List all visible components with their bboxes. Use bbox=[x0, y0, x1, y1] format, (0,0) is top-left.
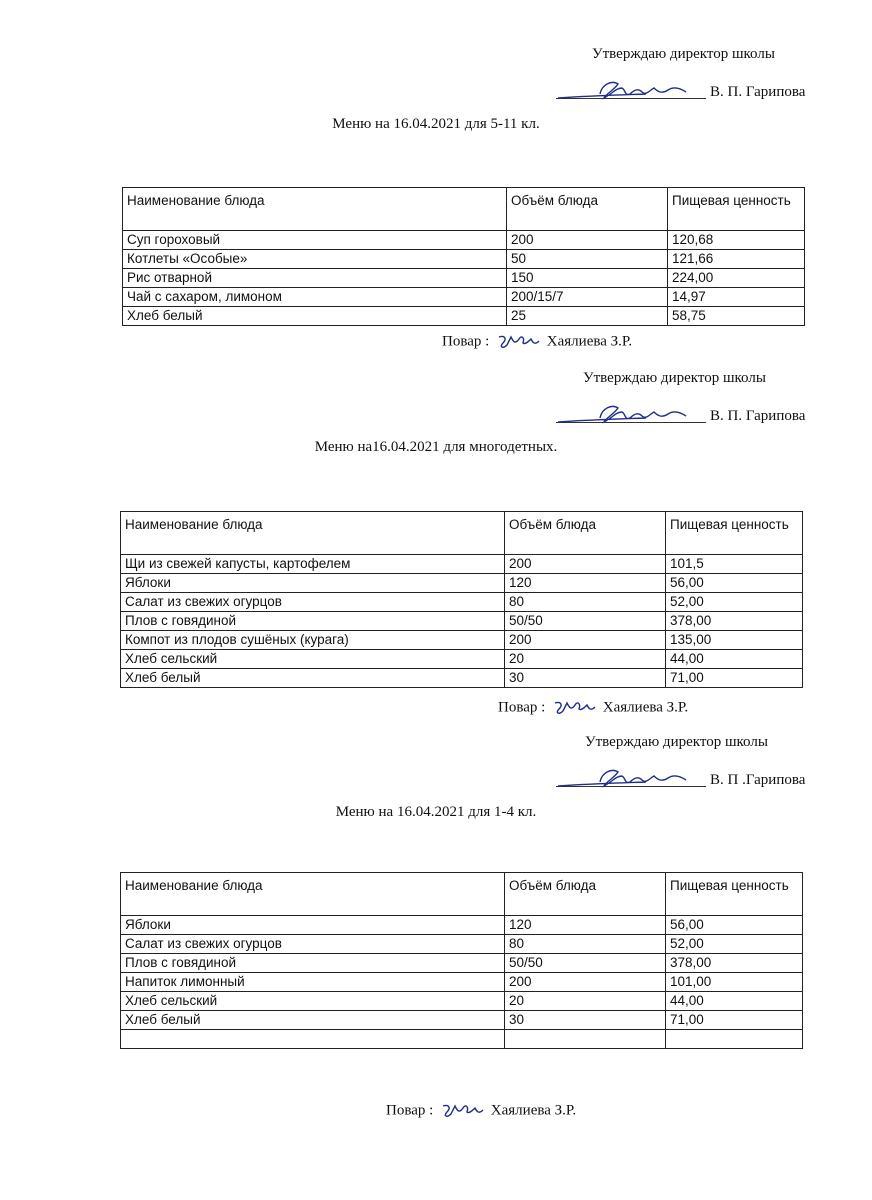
cell-volume: 120 bbox=[505, 574, 666, 593]
cell-dish: Яблоки bbox=[121, 916, 505, 935]
director-signature bbox=[556, 398, 706, 428]
cell-nutrition bbox=[666, 1030, 803, 1049]
director-name: В. П .Гарипова bbox=[710, 772, 806, 788]
table-row bbox=[121, 1011, 803, 1030]
menu-table bbox=[120, 511, 803, 688]
table-row bbox=[121, 612, 803, 631]
cell-dish: Плов с говядиной bbox=[121, 954, 505, 973]
header-nutrition: Пищевая ценность bbox=[666, 873, 803, 916]
cook-signature bbox=[495, 331, 541, 353]
cell-dish: Рис отварной bbox=[123, 269, 507, 288]
cell-nutrition: 44,00 bbox=[666, 992, 803, 1011]
cell-dish: Чай с сахаром, лимоном bbox=[123, 288, 507, 307]
header-nutrition: Пищевая ценность bbox=[668, 188, 805, 231]
menu-table bbox=[120, 872, 803, 1049]
table-row bbox=[121, 593, 803, 612]
cell-volume: 200 bbox=[505, 973, 666, 992]
cook-label: Повар : bbox=[386, 1102, 434, 1119]
cell-dish: Компот из плодов сушёных (курага) bbox=[121, 631, 505, 650]
cell-volume: 200 bbox=[505, 555, 666, 574]
director-name: В. П. Гарипова bbox=[710, 408, 806, 424]
header-dish: Наименование блюда bbox=[121, 873, 505, 916]
table-row bbox=[121, 954, 803, 973]
cell-volume: 80 bbox=[505, 593, 666, 612]
cell-nutrition: 52,00 bbox=[666, 935, 803, 954]
cell-dish: Напиток лимонный bbox=[121, 973, 505, 992]
cell-nutrition: 71,00 bbox=[666, 669, 803, 688]
cell-dish: Хлеб сельский bbox=[121, 992, 505, 1011]
cell-dish: Котлеты «Особые» bbox=[123, 250, 507, 269]
table-row bbox=[121, 916, 803, 935]
cell-nutrition: 224,00 bbox=[668, 269, 805, 288]
table-row bbox=[123, 307, 805, 326]
cell-dish: Хлеб сельский bbox=[121, 650, 505, 669]
cell-dish: Салат из свежих огурцов bbox=[121, 935, 505, 954]
table-row bbox=[121, 992, 803, 1011]
cell-volume: 20 bbox=[505, 650, 666, 669]
table-header-row bbox=[123, 188, 805, 231]
cell-nutrition: 14,97 bbox=[668, 288, 805, 307]
cell-dish: Хлеб белый bbox=[121, 669, 505, 688]
cell-volume: 200 bbox=[507, 231, 668, 250]
cook-name: Хаялиева З.Р. bbox=[490, 1102, 577, 1119]
cell-nutrition: 101,5 bbox=[666, 555, 803, 574]
cell-dish: Салат из свежих огурцов bbox=[121, 593, 505, 612]
table-row bbox=[121, 973, 803, 992]
header-dish: Наименование блюда bbox=[123, 188, 507, 231]
cell-nutrition: 101,00 bbox=[666, 973, 803, 992]
menu-title: Меню на 16.04.2021 для 5-11 кл. bbox=[332, 116, 540, 132]
cell-volume: 80 bbox=[505, 935, 666, 954]
cell-volume: 120 bbox=[505, 916, 666, 935]
cook-label: Повар : bbox=[498, 699, 546, 716]
table-row bbox=[123, 250, 805, 269]
cell-nutrition: 120,68 bbox=[668, 231, 805, 250]
header-volume: Объём блюда bbox=[507, 188, 668, 231]
table-row bbox=[121, 650, 803, 669]
cell-dish bbox=[121, 1030, 505, 1049]
menu-title: Меню на 16.04.2021 для 1-4 кл. bbox=[335, 804, 537, 820]
header-volume: Объём блюда bbox=[505, 873, 666, 916]
menu-title: Меню на16.04.2021 для многодетных. bbox=[314, 439, 558, 455]
cell-nutrition: 121,66 bbox=[668, 250, 805, 269]
cell-nutrition: 52,00 bbox=[666, 593, 803, 612]
director-signature bbox=[556, 74, 706, 104]
cook-signature bbox=[439, 1100, 485, 1122]
approval-text: Утверждаю директор школы bbox=[583, 370, 766, 386]
cell-nutrition: 56,00 bbox=[666, 574, 803, 593]
table-row bbox=[123, 288, 805, 307]
table-row bbox=[121, 631, 803, 650]
cell-volume: 30 bbox=[505, 669, 666, 688]
cell-volume: 50/50 bbox=[505, 612, 666, 631]
cell-nutrition: 378,00 bbox=[666, 612, 803, 631]
cell-nutrition: 56,00 bbox=[666, 916, 803, 935]
cell-volume: 25 bbox=[507, 307, 668, 326]
cell-volume: 20 bbox=[505, 992, 666, 1011]
approval-text: Утверждаю директор школы bbox=[592, 46, 775, 62]
table-row bbox=[121, 1030, 803, 1049]
cell-dish: Хлеб белый bbox=[123, 307, 507, 326]
cell-nutrition: 71,00 bbox=[666, 1011, 803, 1030]
cook-name: Хаялиева З.Р. bbox=[546, 333, 633, 350]
table-row bbox=[121, 669, 803, 688]
cell-volume: 50 bbox=[507, 250, 668, 269]
table-header-row bbox=[121, 512, 803, 555]
cell-volume bbox=[505, 1030, 666, 1049]
cell-nutrition: 378,00 bbox=[666, 954, 803, 973]
cell-volume: 50/50 bbox=[505, 954, 666, 973]
cell-dish: Яблоки bbox=[121, 574, 505, 593]
table-header-row bbox=[121, 873, 803, 916]
table-row bbox=[121, 555, 803, 574]
approval-text: Утверждаю директор школы bbox=[585, 734, 768, 750]
cook-line bbox=[442, 331, 632, 353]
cell-dish: Суп гороховый bbox=[123, 231, 507, 250]
cell-volume: 30 bbox=[505, 1011, 666, 1030]
cell-volume: 150 bbox=[507, 269, 668, 288]
cell-dish: Хлеб белый bbox=[121, 1011, 505, 1030]
table-row bbox=[123, 231, 805, 250]
cook-line bbox=[386, 1100, 576, 1122]
table-row bbox=[121, 574, 803, 593]
cell-nutrition: 135,00 bbox=[666, 631, 803, 650]
cell-dish: Плов с говядиной bbox=[121, 612, 505, 631]
cell-volume: 200 bbox=[505, 631, 666, 650]
cell-nutrition: 44,00 bbox=[666, 650, 803, 669]
cook-line bbox=[498, 697, 688, 719]
cook-signature bbox=[551, 697, 597, 719]
cook-name: Хаялиева З.Р. bbox=[602, 699, 689, 716]
director-signature bbox=[556, 762, 706, 792]
director-name: В. П. Гарипова bbox=[710, 84, 806, 100]
header-nutrition: Пищевая ценность bbox=[666, 512, 803, 555]
menu-table bbox=[122, 187, 805, 326]
header-dish: Наименование блюда bbox=[121, 512, 505, 555]
table-row bbox=[123, 269, 805, 288]
header-volume: Объём блюда bbox=[505, 512, 666, 555]
cell-volume: 200/15/7 bbox=[507, 288, 668, 307]
table-row bbox=[121, 935, 803, 954]
cell-dish: Щи из свежей капусты, картофелем bbox=[121, 555, 505, 574]
cook-label: Повар : bbox=[442, 333, 490, 350]
cell-nutrition: 58,75 bbox=[668, 307, 805, 326]
